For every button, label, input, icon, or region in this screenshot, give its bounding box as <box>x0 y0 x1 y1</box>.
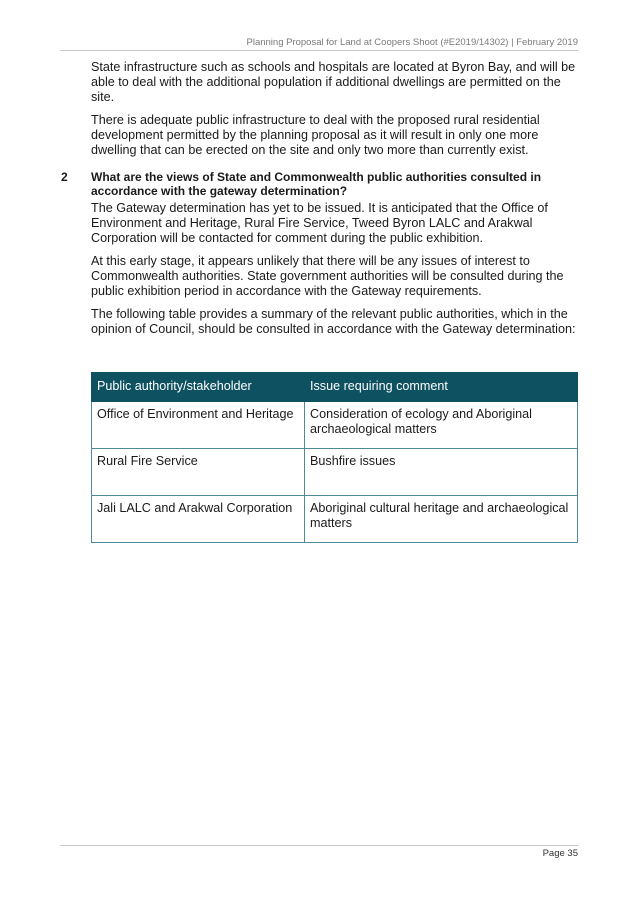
public-authorities-table <box>91 372 578 543</box>
footer-divider <box>60 845 578 846</box>
paragraph-gateway-determination: The Gateway determination has yet to be issued. It is anticipated that the Office of Environment and Heritage, Rural Fire Service, Tweed Byron LALC and Arakwal Corporation will be contacted for comment during the public exhibition. <box>91 201 548 246</box>
table-cell-issue: Bushfire issues <box>305 449 578 496</box>
column-header-authority: Public authority/stakeholder <box>92 373 305 402</box>
table-cell-authority: Jali LALC and Arakwal Corporation <box>92 496 305 543</box>
question-number: 2 <box>61 170 68 185</box>
paragraph-public-infrastructure: There is adequate public infrastructure to deal with the proposed rural residential development permitted by the planning proposal as it will result in only one more dwelling that can be erected on the site and only two more than currently exist. <box>91 112 540 157</box>
table-cell-issue: Consideration of ecology and Aboriginal archaeological matters <box>305 402 578 449</box>
table-cell-issue: Aboriginal cultural heritage and archaeological matters <box>305 496 578 543</box>
column-header-issue: Issue requiring comment <box>305 373 578 402</box>
question-text: What are the views of State and Commonwealth public authorities consulted in accordance with the gateway determination? <box>91 170 542 198</box>
table-cell-authority: Rural Fire Service <box>92 449 305 496</box>
question-heading <box>61 170 578 198</box>
table-row <box>92 402 578 449</box>
table-header-row <box>92 373 578 402</box>
page-number: Page 35 <box>542 848 578 859</box>
document-body <box>61 60 578 345</box>
paragraph-state-infrastructure: State infrastructure such as schools and hospitals are located at Byron Bay, and will be able to deal with the additional population if additional dwellings are permitted on the site. <box>91 60 576 104</box>
table-cell-authority: Office of Environment and Heritage <box>92 402 305 449</box>
paragraph-table-intro: The following table provides a summary of the relevant public authorities, which in the opinion of Council, should be consulted in accordance with the Gateway determination: <box>91 306 576 336</box>
table-row <box>92 496 578 543</box>
running-header: Planning Proposal for Land at Coopers Shoot (#E2019/14302) | February 2019 <box>246 37 578 48</box>
paragraph-early-stage: At this early stage, it appears unlikely that there will be any issues of interest to Commonwealth authorities. State government authorities will be consulted during the public exhibition period in accordance with the Gateway requirements. <box>91 254 564 298</box>
header-divider <box>60 50 578 51</box>
table-row <box>92 449 578 496</box>
